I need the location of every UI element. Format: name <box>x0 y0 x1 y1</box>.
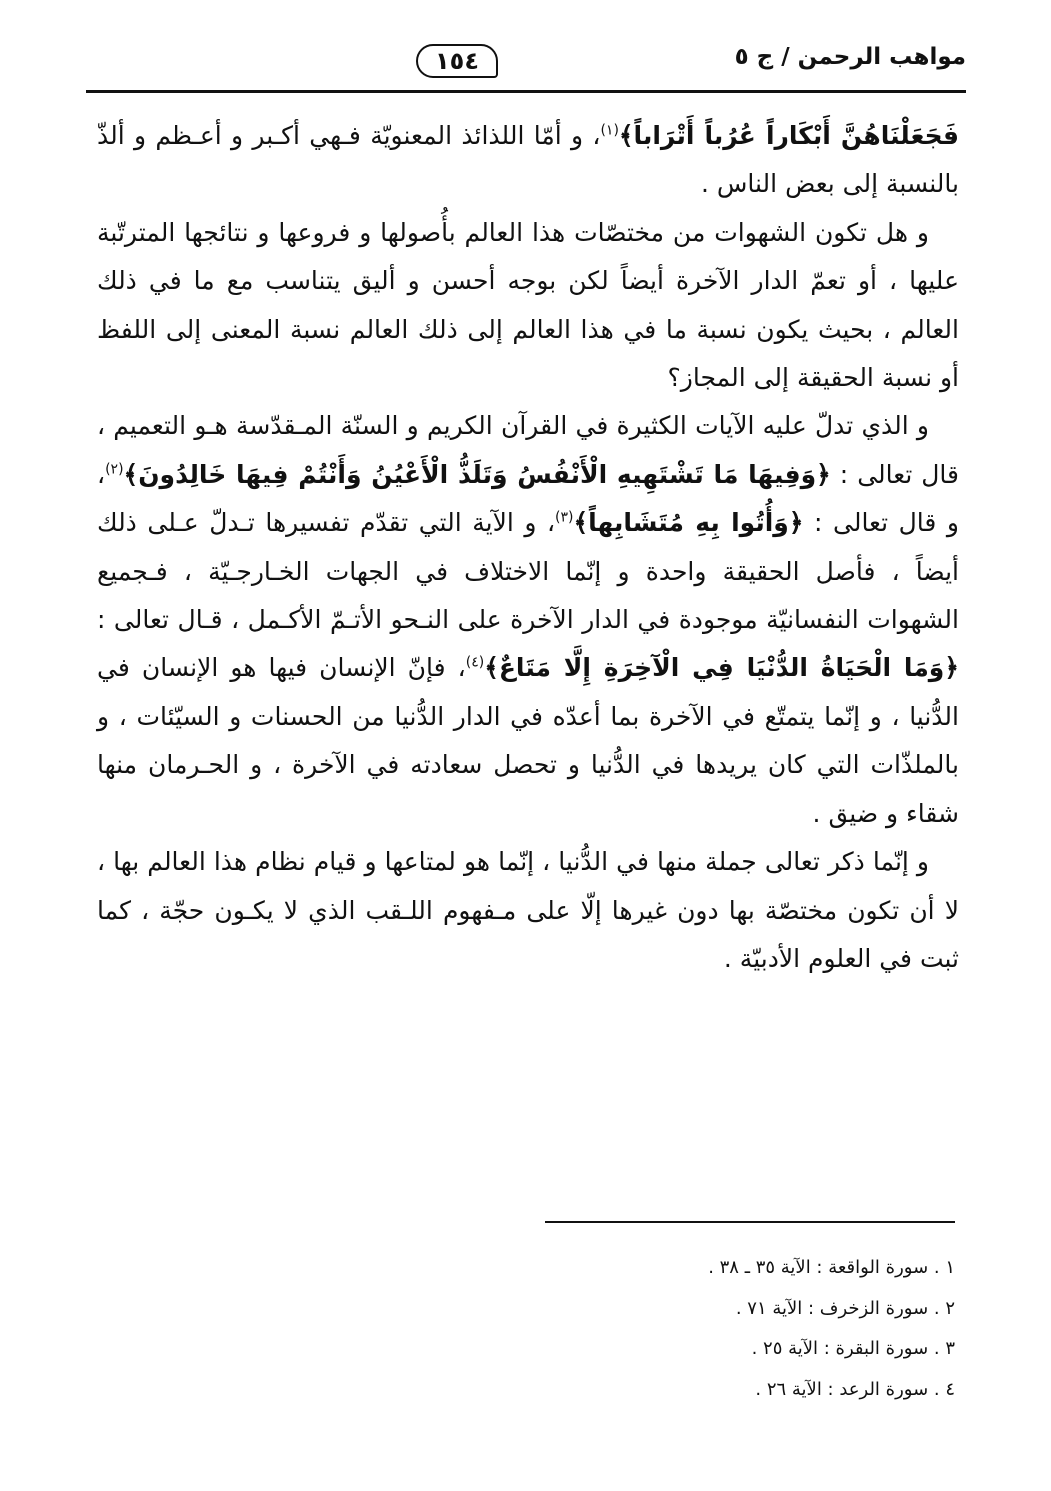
main-text <box>97 112 959 983</box>
page-number: ١٥٤ <box>435 47 479 75</box>
footnote-4: ٤ . سورة الرعد : الآية ٢٦ . <box>755 1378 955 1400</box>
page-header <box>86 42 966 92</box>
footnote-2: ٢ . سورة الزخرف : الآية ٧١ . <box>735 1297 955 1319</box>
footnotes <box>355 1248 955 1410</box>
running-title: مواهب الرحمن / ج ٥ <box>734 44 966 70</box>
footnote-ref-3[interactable]: (٣) <box>555 509 574 526</box>
footnote-3: ٣ . سورة البقرة : الآية ٢٥ . <box>751 1338 955 1359</box>
paragraph-2 <box>97 209 959 403</box>
quran-verse: فَجَعَلْنَاهُنَّ أَبْكَاراً عُرُباً أَتْرَاباً﴾ <box>618 121 959 150</box>
footnote-divider <box>545 1221 955 1223</box>
paragraph-text: و هل تكون الشهوات من مختصّات هذا العالم بأُصولها و فروعها و نتائجها المترتّبة عليها ، أو تعمّ الدار الآخرة أيضاً لكن بوجه أحسن و أليق يتناسب مع ما في ذلك العالم ، بحيث يكون نسبة ما في هذا العالم إلى ذلك العالم نسبة المعنى إلى اللفظ أو نسبة الحقيقة إلى المجاز؟ <box>97 217 959 393</box>
paragraph-text: ، و أمّا اللذائذ المعنويّة فـهي أكـبر و أعـظم و ألذّ بالنسبة إلى بعض الناس . <box>97 121 959 199</box>
paragraph-text: و الذي تدلّ عليه الآيات الكثيرة في القرآن الكريم و السنّة المـقدّسة هـو التعميم ، قال تعالى : <box>97 411 959 489</box>
paragraph-1 <box>97 112 959 209</box>
paragraph-text: ، فإنّ الإنسان فيها هو الإنسان في الدُّنيا ، و إنّما يتمتّع في الآخرة بما أعدّه في الدار الدُّنيا من الحسنات و السيّئات ، و بالملذّات التي كان يريدها في الدُّنيا و تحصل سعادته في الآخرة ، و الحـرمان منها شقاء و ضيق . <box>97 653 959 828</box>
paragraph-4 <box>97 838 959 983</box>
header-divider <box>86 90 966 93</box>
paragraph-text: ، و قال تعالى : <box>97 459 959 538</box>
footnote-1: ١ . سورة الواقعة : الآية ٣٥ ـ ٣٨ . <box>708 1257 955 1278</box>
page-number-badge <box>416 44 498 78</box>
quran-verse: ﴿وَفِيهَا مَا تَشْتَهِيهِ الْأَنْفُسُ وَتَلَذُّ الْأَعْيُنُ وَأَنْتُمْ فِيهَا خَالِدُونَ﴾ <box>123 459 831 489</box>
paragraph-text: ، و الآية التي تقدّم تفسيرها تـدلّ عـلى ذلك أيضاً ، فأصل الحقيقة واحدة و إنّما الاختلاف في الجهات الخـارجـيّة ، فـجميع الشهوات النفسانيّة موجودة في الدار الآخرة على النـحو الأتـمّ الأكـمل ، قـال تعالى : <box>97 508 959 635</box>
footnote-ref-1[interactable]: (١) <box>600 122 619 139</box>
paragraph-text: و إنّما ذكر تعالى جملة منها في الدُّنيا ، إنّما هو لمتاعها و قيام نظام هذا العالم بها ، لا أن تكون مختصّة بها دون غيرها إلّا على مـفهوم اللـقب الذي لا يكـون حجّة ، كما ثبت في العلوم الأدبيّة . <box>97 847 959 973</box>
paragraph-3 <box>97 402 959 838</box>
footnote-ref-2[interactable]: (٢) <box>105 461 124 478</box>
quran-verse: ﴿وَمَا الْحَيَاةُ الدُّنْيَا فِي الْآخِرَةِ إِلَّا مَتَاعٌ﴾ <box>484 653 959 683</box>
quran-verse: ﴿وَأُتُوا بِهِ مُتَشَابِهاً﴾ <box>573 508 804 538</box>
footnote-ref-4[interactable]: (٤) <box>465 655 485 672</box>
